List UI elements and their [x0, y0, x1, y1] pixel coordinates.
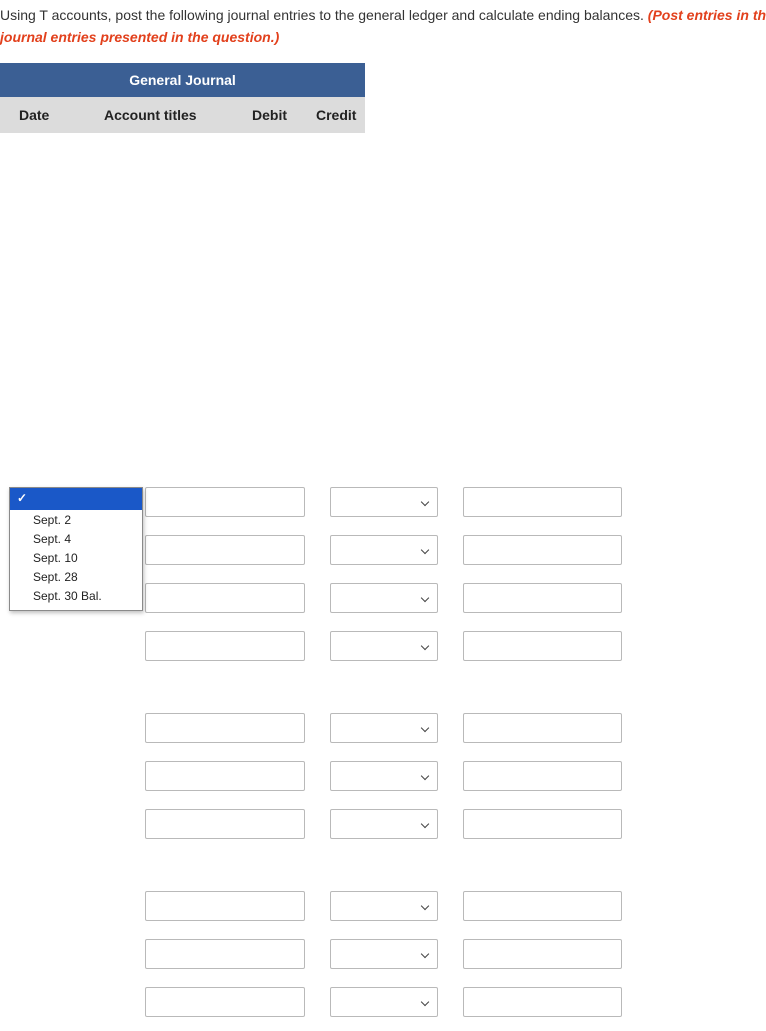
- credit-balance-date-select[interactable]: [330, 809, 438, 839]
- col-credit: Credit: [316, 107, 357, 123]
- checkmark-icon: ✓: [17, 491, 28, 505]
- debit-amount-input[interactable]: [145, 939, 305, 969]
- debit-amount-input[interactable]: [145, 891, 305, 921]
- chevron-down-icon: [421, 594, 429, 602]
- debit-balance-input[interactable]: [145, 987, 305, 1017]
- instructions-text: Using T accounts, post the following journal entries to the general ledger and calculate ending balances.: [0, 7, 648, 23]
- credit-date-select[interactable]: [330, 891, 438, 921]
- credit-date-select[interactable]: [330, 713, 438, 743]
- chevron-down-icon: [421, 498, 429, 506]
- date-dropdown-menu[interactable]: [9, 487, 143, 611]
- credit-date-select[interactable]: [330, 535, 438, 565]
- chevron-down-icon: [421, 772, 429, 780]
- credit-date-select[interactable]: [330, 583, 438, 613]
- credit-balance-input[interactable]: [463, 987, 622, 1017]
- chevron-down-icon: [421, 998, 429, 1006]
- debit-amount-input[interactable]: [145, 487, 305, 517]
- credit-amount-input[interactable]: [463, 713, 622, 743]
- dropdown-options: [10, 510, 142, 606]
- credit-amount-input[interactable]: [463, 891, 622, 921]
- instructions-emphasis-1: (Post entries in th: [647, 7, 766, 23]
- credit-amount-input[interactable]: [463, 535, 622, 565]
- debit-amount-input[interactable]: [145, 761, 305, 791]
- credit-balance-date-select[interactable]: [330, 987, 438, 1017]
- chevron-down-icon: [421, 902, 429, 910]
- chevron-down-icon: [421, 642, 429, 650]
- credit-balance-date-select[interactable]: [330, 631, 438, 661]
- credit-amount-input[interactable]: [463, 583, 622, 613]
- credit-amount-input[interactable]: [463, 761, 622, 791]
- col-date: Date: [19, 107, 50, 123]
- credit-balance-input[interactable]: [463, 631, 622, 661]
- debit-amount-input[interactable]: [145, 583, 305, 613]
- general-journal-title: General Journal: [0, 63, 365, 97]
- debit-amount-input[interactable]: [145, 535, 305, 565]
- credit-date-select[interactable]: [330, 487, 438, 517]
- credit-amount-input[interactable]: [463, 487, 622, 517]
- dropdown-option[interactable]: Sept. 10: [33, 551, 78, 565]
- journal-column-headers: [0, 97, 365, 133]
- general-journal: [0, 63, 365, 133]
- dropdown-option[interactable]: Sept. 28: [33, 570, 78, 584]
- chevron-down-icon: [421, 546, 429, 554]
- dropdown-option[interactable]: Sept. 4: [33, 532, 72, 546]
- dropdown-option[interactable]: Sept. 2: [33, 513, 72, 527]
- instructions-emphasis-2: journal entries presented in the question.): [0, 29, 280, 45]
- credit-date-select[interactable]: [330, 939, 438, 969]
- dropdown-option[interactable]: Sept. 30 Bal.: [33, 589, 102, 603]
- credit-date-select[interactable]: [330, 761, 438, 791]
- chevron-down-icon: [421, 950, 429, 958]
- col-debit: Debit: [252, 107, 287, 123]
- credit-balance-input[interactable]: [463, 809, 622, 839]
- debit-balance-input[interactable]: [145, 809, 305, 839]
- debit-amount-input[interactable]: [145, 713, 305, 743]
- debit-balance-input[interactable]: [145, 631, 305, 661]
- instructions: [0, 4, 766, 48]
- chevron-down-icon: [421, 724, 429, 732]
- chevron-down-icon: [421, 820, 429, 828]
- dropdown-selected-option[interactable]: [10, 488, 142, 510]
- credit-amount-input[interactable]: [463, 939, 622, 969]
- col-account: Account titles: [104, 107, 197, 123]
